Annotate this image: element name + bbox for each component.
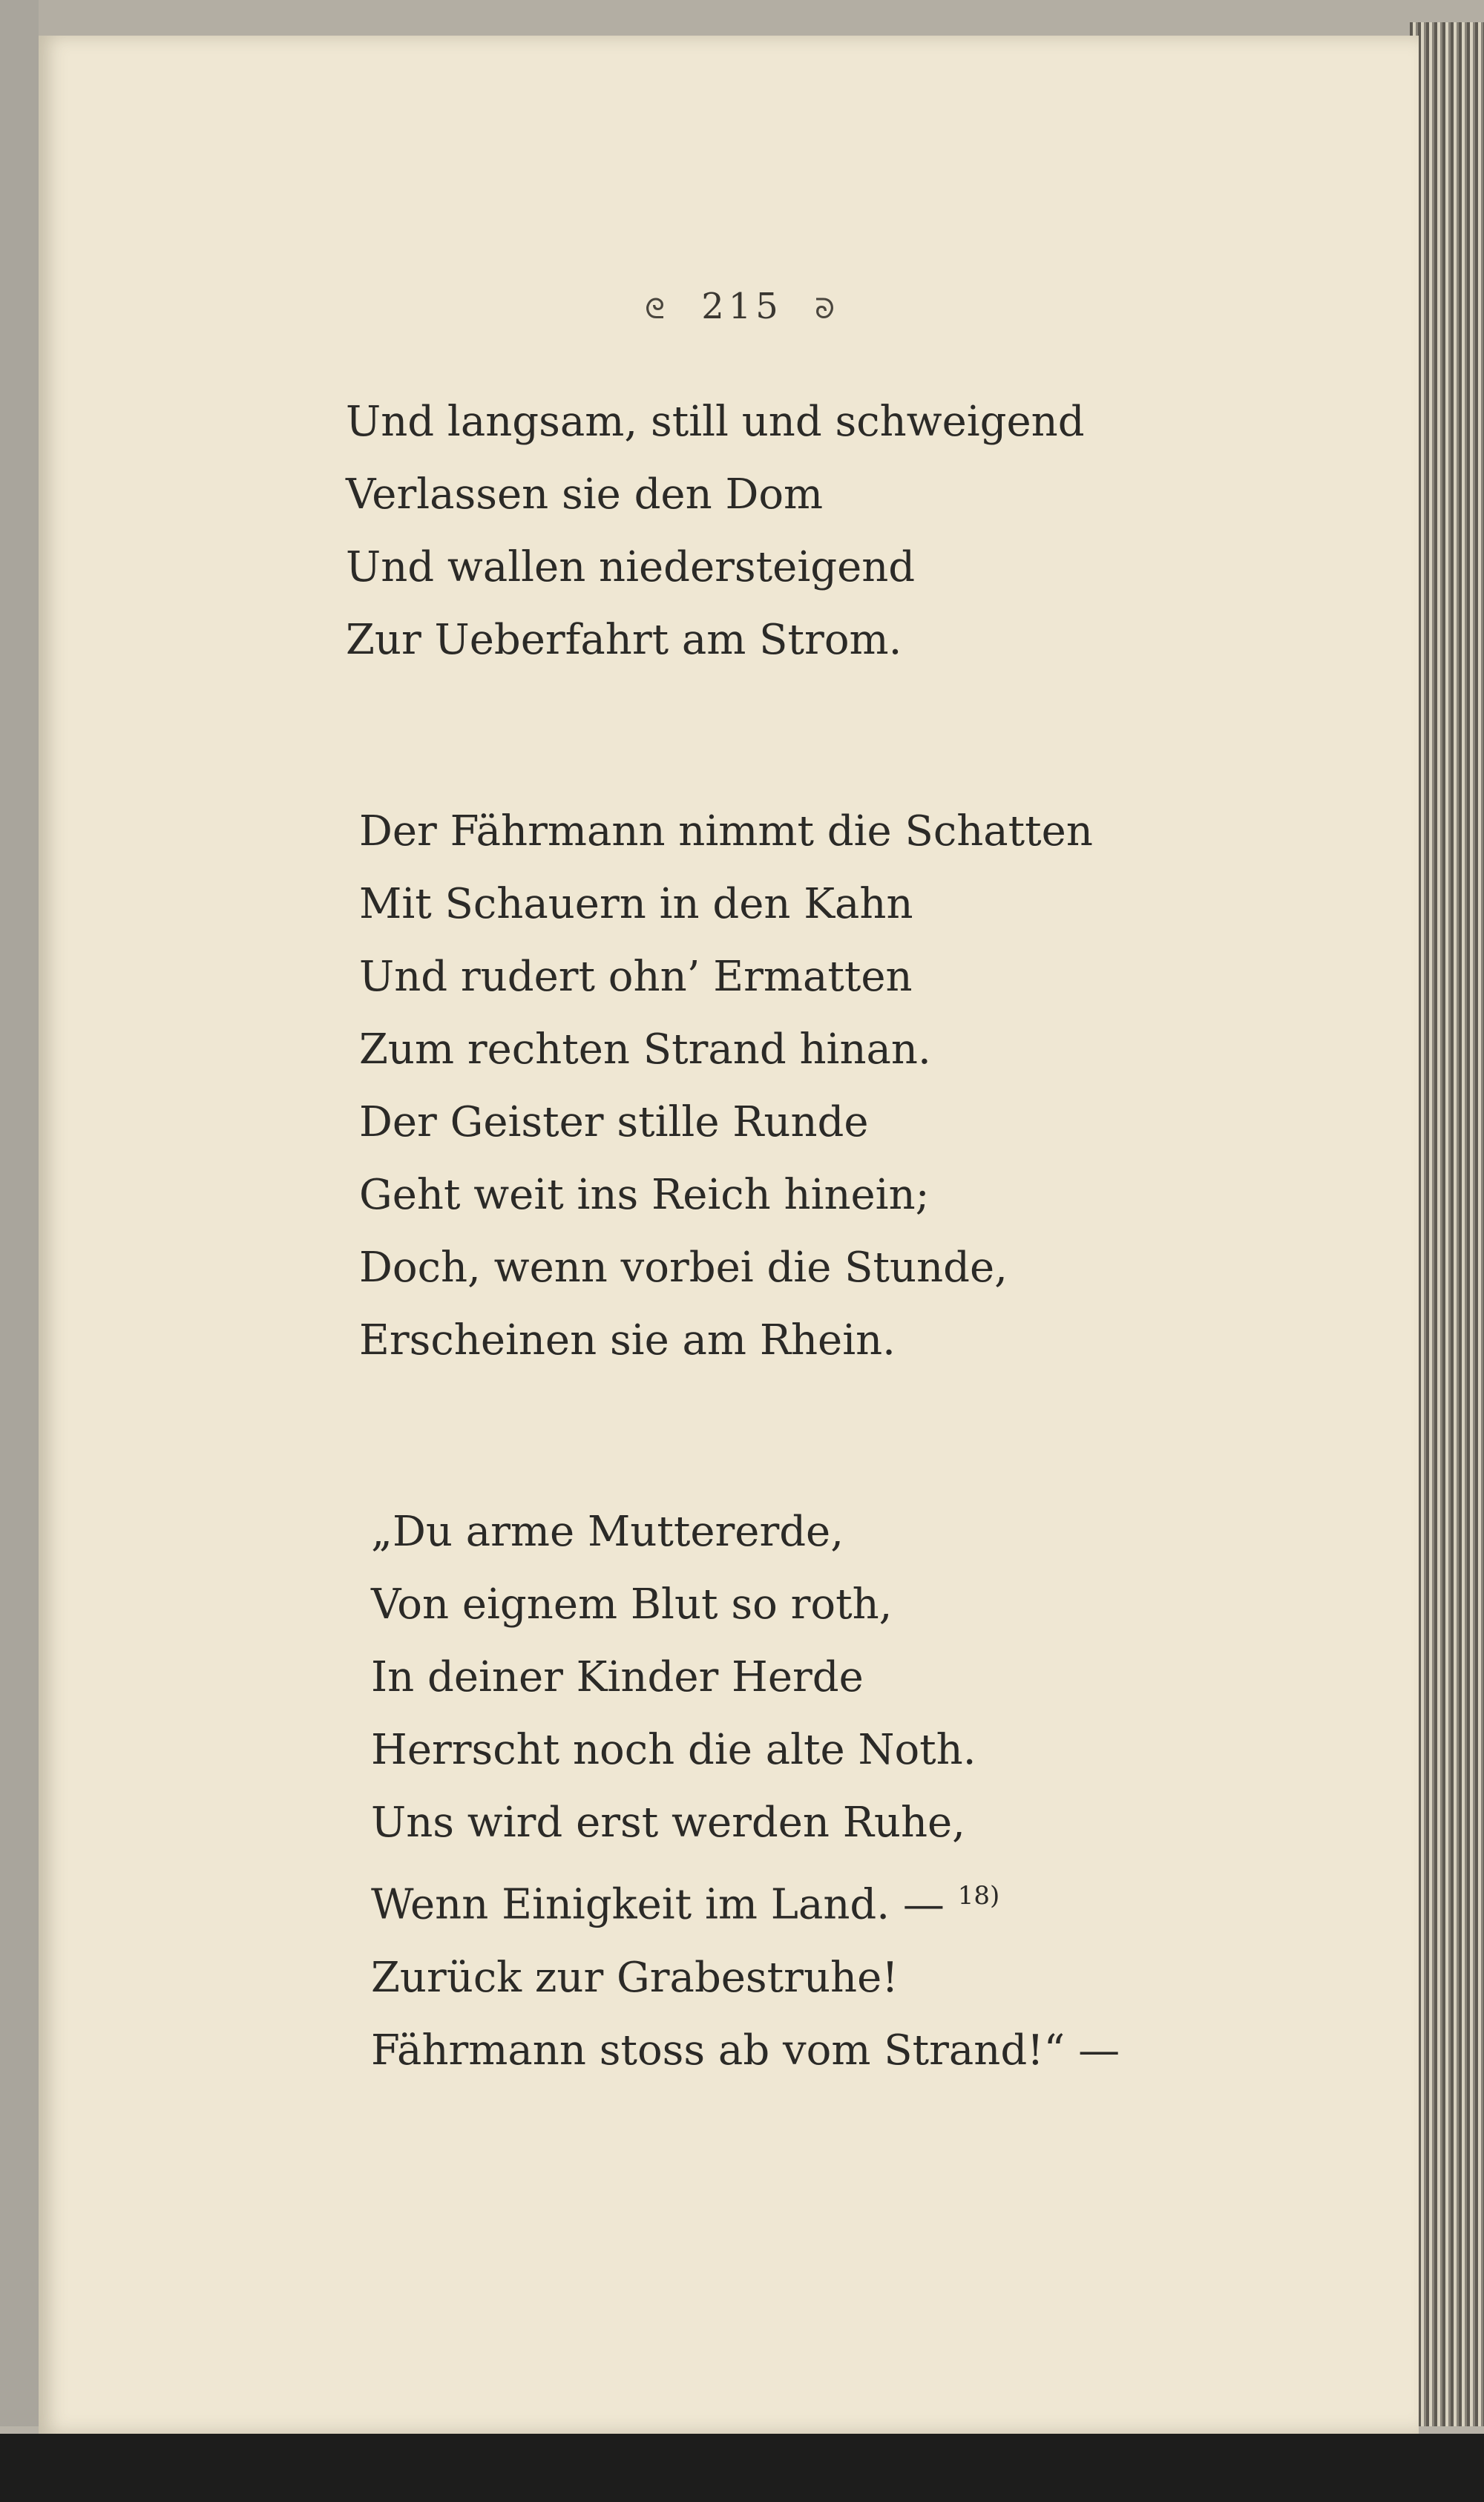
verse-line: Uns wird erst werden Ruhe, [371, 1799, 965, 1847]
verse-line: Zurück zur Grabestruhe! [371, 1953, 899, 2002]
verse-line: Geht weit ins Reich hinein; [359, 1171, 930, 1219]
page-header [0, 286, 1484, 338]
page-number: 215 [701, 286, 783, 327]
verse-line-text: Wenn Einigkeit im Land. — [371, 1880, 945, 1929]
verse-line: „Du arme Muttererde, [371, 1508, 844, 1556]
verse-line: Und langsam, still und schweigend [346, 398, 1085, 446]
ornament-left-icon: ᘓ [645, 292, 669, 325]
stanza-2 [359, 795, 1093, 1377]
cover-cloth-top [0, 0, 1484, 36]
verse-line: Mit Schauern in den Kahn [359, 880, 913, 928]
cover-cloth-left [0, 0, 39, 2502]
verse-line: Der Fährmann nimmt die Schatten [359, 807, 1093, 856]
verse-line: Herrscht noch die alte Noth. [371, 1726, 976, 1774]
verse-line: Der Geister stille Runde [359, 1098, 869, 1146]
ornament-right-icon: ᘐ [815, 292, 839, 325]
verse-line: Und rudert ohn’ Ermatten [359, 953, 913, 1001]
verse-line: Doch, wenn vorbei die Stunde, [359, 1244, 1008, 1292]
background-dark [0, 2434, 1484, 2502]
verse-line: Und wallen niedersteigend [346, 543, 916, 591]
verse-line: Von eignem Blut so roth, [371, 1580, 893, 1629]
stanza-3 [371, 1496, 1120, 2087]
page-edges [1410, 22, 1484, 2434]
verse-line: Fährmann stoss ab vom Strand!“ — [371, 2026, 1120, 2075]
footnote-reference[interactable]: 18) [957, 1881, 1000, 1911]
verse-line: Zur Ueberfahrt am Strom. [346, 616, 902, 664]
verse-line: In deiner Kinder Herde [371, 1653, 864, 1701]
verse-line-with-footnote [371, 1859, 1120, 1942]
stanza-1 [346, 386, 1085, 677]
verse-line: Zum rechten Strand hinan. [359, 1025, 931, 1074]
verse-line: Verlassen sie den Dom [346, 470, 824, 519]
verse-line: Erscheinen sie am Rhein. [359, 1316, 896, 1365]
